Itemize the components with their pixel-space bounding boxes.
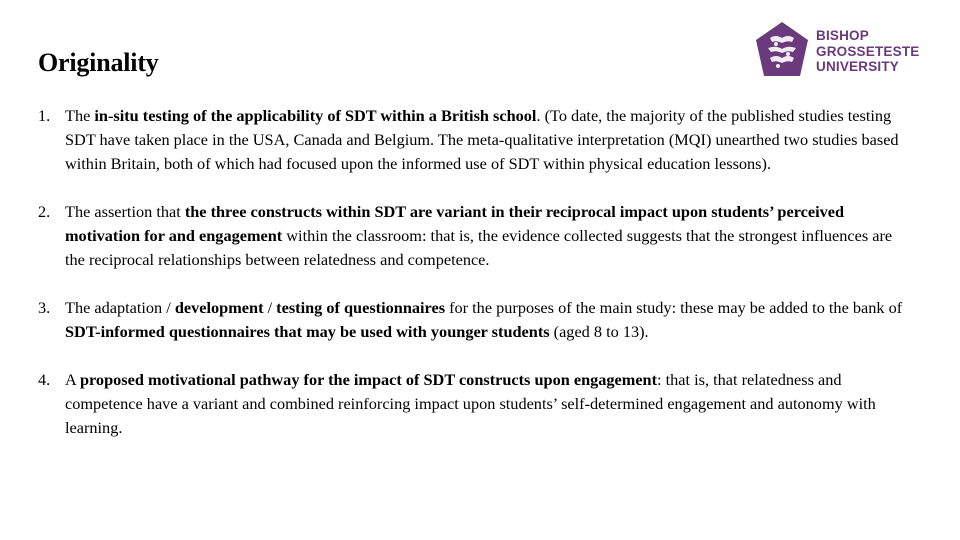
emphasis-text: in-situ testing of the applicability of SDT within a British school	[94, 106, 537, 125]
plain-text: within the classroom: that is, the evidence collected suggests that the strongest influences are the reciprocal relationships between relatedness and competence.	[65, 226, 893, 269]
item-number: 1.	[38, 106, 51, 125]
list-item	[38, 296, 908, 344]
emphasis-text: the three constructs within SDT are variant in their reciprocal impact upon students’ perceived motivation for and engagement	[65, 202, 845, 245]
item-number: 4.	[38, 370, 51, 389]
plain-text: /	[263, 298, 277, 317]
page-title: Originality	[38, 48, 159, 77]
plain-text: for the purposes of the main study: these may be added to the bank of	[445, 298, 903, 317]
list-item	[38, 104, 908, 176]
university-name	[816, 28, 919, 75]
plain-text: The	[65, 106, 95, 125]
plain-text: (aged 8 to 13).	[549, 322, 649, 341]
list-item	[38, 200, 908, 272]
university-logo	[754, 20, 924, 80]
plain-text: . (To date, the majority of the published studies testing SDT have taken place in the USA, Canada and Belgium. The meta-qualitative interpretation (MQI) unearthed two studies based within Britain, both of which had focused upon the informed use of SDT within physical education lessons).	[65, 106, 899, 173]
list-item	[38, 368, 908, 440]
plain-text: : that is, that relatedness and competence have a variant and combined reinforcing impact upon students’ self-determined engagement and autonomy with learning.	[65, 370, 876, 437]
item-number: 3.	[38, 298, 51, 317]
logo-line: BISHOP	[816, 28, 869, 43]
shield-crest-icon	[754, 20, 810, 78]
emphasis-text: development	[174, 298, 264, 317]
logo-line: UNIVERSITY	[816, 59, 900, 74]
emphasis-text: proposed motivational pathway for the impact of SDT constructs upon engagement	[79, 370, 658, 389]
emphasis-text: SDT-informed questionnaires that may be used with younger students	[65, 322, 550, 341]
item-text	[65, 370, 876, 437]
plain-text: The adaptation /	[65, 298, 175, 317]
logo-line: GROSSETESTE	[816, 43, 920, 59]
item-number: 2.	[38, 202, 51, 221]
plain-text: The assertion that	[65, 202, 185, 221]
item-text	[65, 106, 899, 173]
emphasis-text: testing of questionnaires	[276, 298, 446, 317]
item-text	[65, 298, 902, 341]
plain-text: A	[65, 370, 80, 389]
item-text	[65, 202, 892, 269]
originality-points-list	[38, 104, 908, 464]
